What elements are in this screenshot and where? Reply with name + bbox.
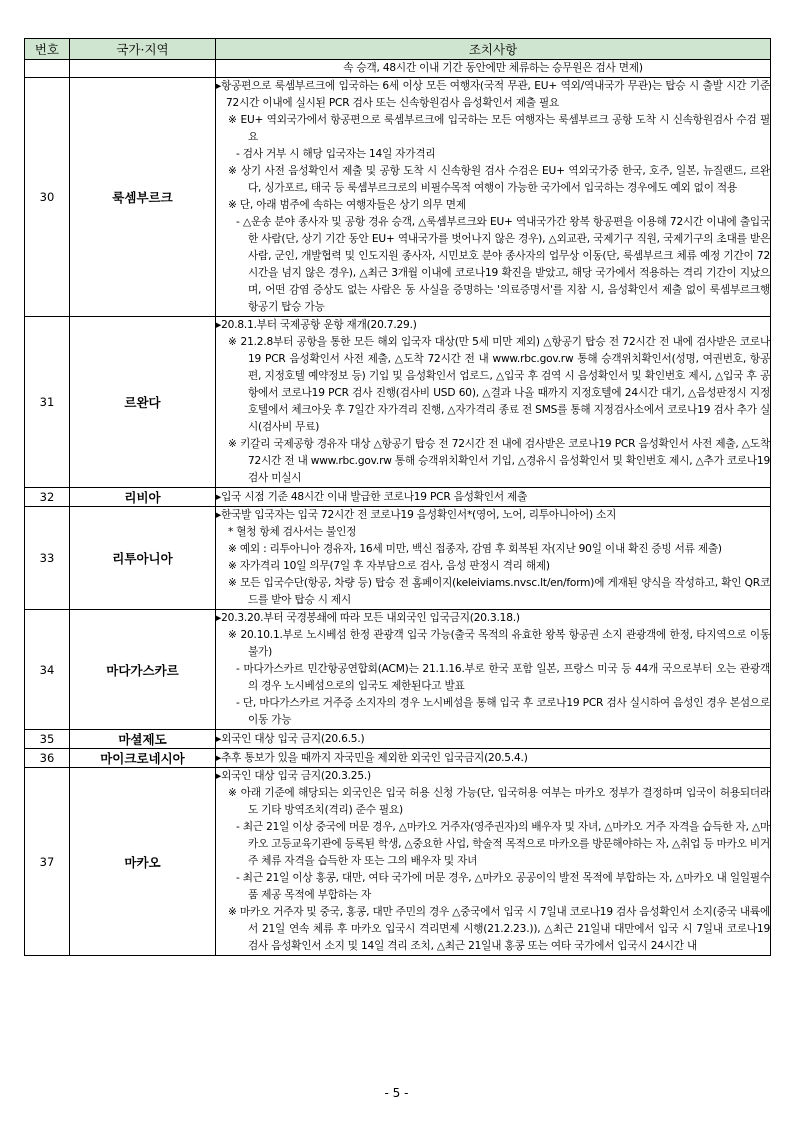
measure-line: ▸20.3.20.부터 국경봉쇄에 따라 모든 내외국인 입국금지(20.3.18.) (216, 612, 520, 624)
measure-line: ※ 아래 기준에 해당되는 외국인은 입국 허용 신청 가능(단, 입국허용 여부는 마카오 정부가 결정하며 입국이 허용되더라도 기타 방역조치(격리) 준수 필요) (228, 787, 770, 816)
measure-line: - △운송 분야 종사자 및 공항 경유 승객, △룩셈부르크와 EU+ 역내국가간 왕복 항공편을 이용해 72시간 이내에 출입국한 사람(단, 상기 기간 동안 EU+ 역내국가를 벗어나지 않은 경우), △외교관, 국제기구 직원, 국제기구의 초대를 받은 사람, 군인, 개발협력 및 인도지원 종사자, 시민보호 분야 종사자의 업무상 이동(단, 룩셈부르크 체류 예정 기간이 72시간을 넘지 않은 경우), △최근 3개월 이내에 코로나19 확진을 받았고, 해당 국가에서 적용하는 격리 기간이 지났으며, 어떤 감염 증상도 없는 사람은 동 사실을 증명하는 '의료증명서'를 지참 시, 음성확인서 제출 없이 룩셈부르크행 항공기 탑승 가능 (236, 216, 770, 313)
table-row (25, 60, 771, 78)
measure-line: ※ 21.2.8부터 공항을 통한 모든 해외 입국자 대상(만 5세 미만 제외) △항공기 탑승 전 72시간 전 내에 검사받은 코로나19 PCR 음성확인서 사전 제출, △도착 72시간 전 내 www.rbc.gov.rw 통해 승객위치확인서(성명, 여권번호, 항공편, 지정호텔 예약정보 등) 기입 및 음성확인서 업로드, △입국 후 검역 시 음성확인서 및 확인번호 제시, △입국 후 공항에서 코로나19 PCR 검사 진행(검사비 USD 60), △결과 나올 때까지 지정호텔에 24시간 대기, △음성판정시 지정호텔에서 체크아웃 후 7일간 자가격리 진행, △자가격리 종료 전 SMS를 통해 지정검사소에서 코로나19 검사 추가 실시(검사비 무료) (228, 336, 770, 433)
measure-line: - 마다가스카르 민간항공연합회(ACM)는 21.1.16.부로 한국 포함 일본, 프랑스 미국 등 44개 국으로부터 오는 관광객의 경우 노시베섬으로의 입국도 제한된다고 발표 (236, 663, 770, 692)
measure-cell (216, 60, 771, 78)
measure-cell (216, 749, 771, 768)
row-number: 37 (25, 768, 70, 956)
row-number: 36 (25, 749, 70, 768)
country-name (70, 60, 216, 78)
header-number: 번호 (25, 39, 70, 60)
country-name: 마이크로네시아 (70, 749, 216, 768)
measure-cell (216, 507, 771, 610)
table-row (25, 78, 771, 317)
measure-line: ▸입국 시점 기준 48시간 이내 발급한 코로나19 PCR 음성확인서 제출 (216, 490, 528, 503)
measure-line: ※ 자가격리 10일 의무(7일 후 자부담으로 검사, 음성 판정시 격리 해제) (228, 560, 550, 572)
page-number: - 5 - (384, 1086, 409, 1100)
measure-cell (216, 730, 771, 749)
measure-line: ※ 예외 : 리투아니아 경유자, 16세 미만, 백신 접종자, 감염 후 회복된 자(지난 90일 이내 확진 증빙 서류 제출) (228, 543, 722, 555)
table-row (25, 749, 771, 768)
measure-line: - 최근 21일 이상 중국에 머문 경우, △마카오 거주자(영주권자)의 배우자 및 자녀, △마카오 거주 자격을 습득한 자, △마카오 고등교육기관에 등록된 학생, △중요한 사업, 학술적 목적으로 마카오를 방문해야하는 자, △취업 등 마카오 비거주 체류 자격을 습득한 자 또는 그의 배우자 및 자녀 (236, 821, 770, 867)
table-row (25, 730, 771, 749)
measure-cell (216, 488, 771, 507)
measure-line: ▸추후 통보가 있을 때까지 자국민을 제외한 외국인 입국금지(20.5.4.) (216, 751, 528, 764)
table-row (25, 768, 771, 956)
measures-table (24, 38, 771, 956)
table-row (25, 507, 771, 610)
measure-line: ※ 마카오 거주자 및 중국, 홍콩, 대만 주민의 경우 △중국에서 입국 시 7일내 코로나19 검사 음성확인서 소지(중국 내륙에서 21일 연속 체류 후 마카오 입국시 격리면제 시행(21.2.23.)), △최근 21일내 대만에서 입국 시 7일내 코로나19 검사 음성확인서 소지 및 14일 격리 조치, △최근 21일내 홍콩 또는 여타 국가에서 입국시 24시간 내 (228, 906, 770, 952)
measure-cell (216, 610, 771, 730)
country-name: 리투아니아 (70, 507, 216, 610)
row-number (25, 60, 70, 78)
table-row (25, 610, 771, 730)
measure-line: - 단, 마다가스카르 거주증 소지자의 경우 노시베섬을 통해 입국 후 코로나19 PCR 검사 실시하여 음성인 경우 본섬으로 이동 가능 (236, 697, 770, 726)
measure-line: * 혈청 항체 검사서는 불인정 (228, 526, 357, 538)
row-number: 31 (25, 317, 70, 488)
header-measures: 조치사항 (216, 39, 771, 60)
row-number: 33 (25, 507, 70, 610)
measure-cell (216, 317, 771, 488)
country-name: 르완다 (70, 317, 216, 488)
measure-cell (216, 768, 771, 956)
measure-cell (216, 78, 771, 317)
measure-line: 속 승객, 48시간 이내 기간 동안에만 체류하는 승무원은 검사 면제) (343, 62, 643, 74)
country-name: 마카오 (70, 768, 216, 956)
measure-line: ※ 상기 사전 음성확인서 제출 및 공항 도착 시 신속항원 검사 수검은 EU+ 역외국가중 한국, 호주, 일본, 뉴질랜드, 르완다, 싱가포르, 태국 등 룩셈부르크로의 비필수목적 여행이 가능한 국가에서 입국하는 경우에도 예외 없이 적용 (228, 165, 770, 194)
measure-line: ▸외국인 대상 입국 금지(20.3.25.) (216, 770, 371, 782)
measure-line: ※ 모든 입국수단(항공, 차량 등) 탑승 전 홈페이지(keleiviams.nvsc.lt/en/form)에 게재된 양식을 작성하고, 확인 QR코드를 받아 탑승 시 제시 (228, 577, 770, 606)
row-number: 30 (25, 78, 70, 317)
measure-line: ▸한국발 입국자는 입국 72시간 전 코로나19 음성확인서*(영어, 노어, 리투아니아어) 소지 (216, 509, 617, 521)
country-name: 마셜제도 (70, 730, 216, 749)
row-number: 32 (25, 488, 70, 507)
country-name: 마다가스카르 (70, 610, 216, 730)
table-row (25, 488, 771, 507)
measure-line: - 검사 거부 시 해당 입국자는 14일 자가격리 (236, 148, 436, 160)
row-number: 35 (25, 730, 70, 749)
measure-line: ※ 20.10.1.부로 노시베섬 한정 관광객 입국 가능(출국 목적의 유효한 왕복 항공권 소지 관광객에 한정, 타지역으로 이동 불가) (228, 629, 770, 658)
country-name: 리비아 (70, 488, 216, 507)
header-country: 국가·지역 (70, 39, 216, 60)
table-row (25, 317, 771, 488)
measure-line: ※ 단, 아래 범주에 속하는 여행자들은 상기 의무 면제 (228, 199, 466, 211)
measure-line: ※ EU+ 역외국가에서 항공편으로 룩셈부르크에 입국하는 모든 여행자는 룩셈부르크 공항 도착 시 신속항원검사 수검 필요 (228, 114, 770, 143)
measure-line: ▸20.8.1.부터 국제공항 운항 재개(20.7.29.) (216, 319, 417, 331)
measure-line: - 최근 21일 이상 홍콩, 대만, 여타 국가에 머문 경우, △마카오 공공이익 발전 목적에 부합하는 자, △마카오 내 일일필수품 제공 목적에 부합하는 자 (236, 872, 770, 901)
measure-line: ※ 키갈리 국제공항 경유자 대상 △항공기 탑승 전 72시간 전 내에 검사받은 코로나19 PCR 음성확인서 사전 제출, △도착 72시간 전 내 www.rbc.gov.rw 통해 승객위치확인서 기입, △경유시 음성확인서 및 확인번호 제시, △추가 코로나19 검사 미실시 (228, 438, 770, 484)
measure-line: ▸항공편으로 룩셈부르크에 입국하는 6세 이상 모든 여행자(국적 무관, EU+ 역외/역내국가 무관)는 탑승 시 출발 시간 기준 72시간 이내에 실시된 PCR 검사 또는 신속항원검사 음성확인서 제출 필요 (216, 80, 770, 109)
measure-line: ▸외국인 대상 입국 금지(20.6.5.) (216, 732, 365, 745)
row-number: 34 (25, 610, 70, 730)
country-name: 룩셈부르크 (70, 78, 216, 317)
table-header-row (25, 39, 771, 60)
